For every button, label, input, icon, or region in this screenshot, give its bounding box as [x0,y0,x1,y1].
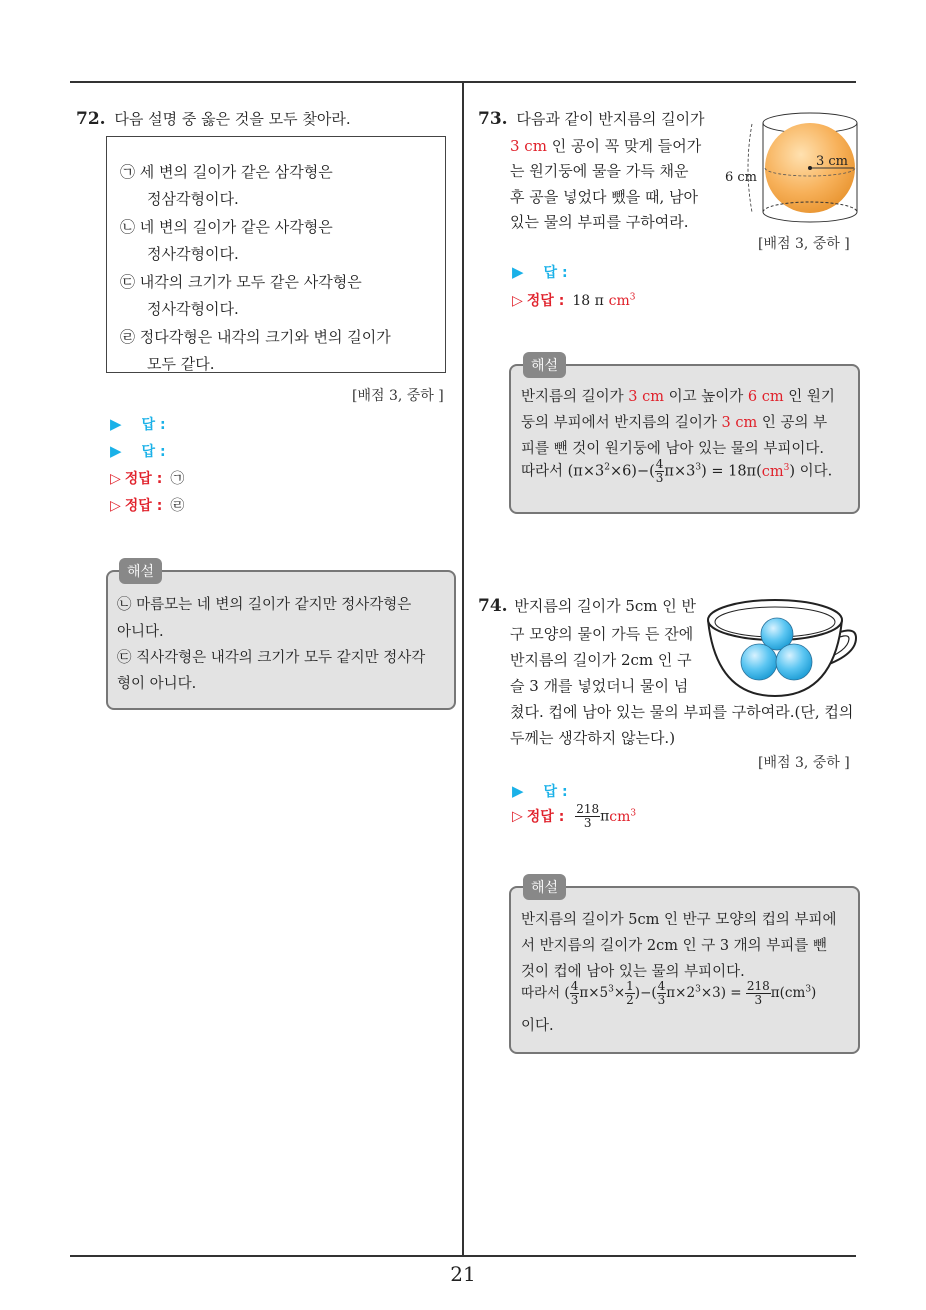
correct-answer: ▷ 정답 : 18 π $cm^3$ [512,292,636,309]
question-number: 74. [478,596,508,616]
question-text-line: 는 원기둥에 물을 가득 채운 [510,162,689,180]
question-number: 72. [76,109,106,129]
question-text-line: 두께는 생각하지 않는다.) [510,729,676,747]
question-text-line: 쳤다. 컵에 남아 있는 물의 부피를 구하여라.(단, 컵의 [510,703,854,721]
statement-2-line2: 정사각형이다. [147,245,239,263]
play-icon: ▶ [110,415,122,433]
question-74 [478,595,696,616]
answer-row-1[interactable]: ▶ 답 : [110,415,166,433]
play-icon: ▶ [110,442,122,460]
answer-row[interactable]: ▶ 답 : [512,263,568,281]
statement-3-line1: ㉢ 내각의 크기가 모두 같은 사각형은 [120,273,362,291]
solution-line: 반지름의 길이가 5cm 인 반구 모양의 컵의 부피에 [521,912,837,928]
solution-formula: 따라서 $(\pi\times 3^2\times 6)-$( $\frac{4}{3}$ $\pi\times 3^3) = 18\pi(cm^3)$ 이다. [521,457,833,485]
triangle-outline-icon: ▷ [110,471,121,487]
triangle-outline-icon: ▷ [110,498,121,514]
statement-1-line2: 정삼각형이다. [147,190,239,208]
column-divider [462,82,464,1256]
solution-line: 둥의 부피에서 반지름의 길이가 3 cm 인 공의 부 [521,415,828,431]
play-icon: ▶ [512,782,524,800]
statement-3-line2: 정사각형이다. [147,300,239,318]
statement-4-line2: 모두 같다. [147,355,215,373]
solution-line: 피를 뺀 것이 원기둥에 남아 있는 물의 부피이다. [521,441,825,457]
answer-row-2[interactable]: ▶ 답 : [110,442,166,460]
figure-radius-label: 3 cm [816,154,849,169]
score-label: [배점 3, 중하 ] [758,236,850,252]
question-text-line: 다음과 같이 반지름의 길이가 [516,110,705,128]
solution-line: 것이 컵에 남아 있는 물의 부피이다. [521,964,745,980]
solution-tag: 해설 [523,352,566,378]
score-label: [배점 3, 중하 ] [352,388,444,404]
question-text: 다음 설명 중 옳은 것을 모두 찾아라. [114,110,351,128]
solution-line: 이다. [521,1018,554,1034]
question-text-line: 구 모양의 물이 가득 든 잔에 [510,625,694,643]
question-72 [76,108,351,129]
question-73 [478,108,705,129]
play-icon: ▶ [512,263,524,281]
correct-answer-1: ▷ 정답 : ㉠ [110,471,185,487]
question-text-line: 반지름의 길이가 5cm 인 반 [514,597,697,615]
solution-formula: 따라서 ( $\frac{4}{3}$ $\pi\times 5^3\times$ $\frac{1}{2}$ )−( $\frac{4}{3}$ $\pi\times 2^3\times 3$) = $\frac{218}{3}$ $\pi(cm^3)$ [521,979,817,1007]
question-text-line: 슬 3 개를 넣었더니 물이 넘 [510,677,689,695]
question-text-line: 3 cm 인 공이 꼭 맞게 들어가 [510,137,702,155]
statement-1-line1: ㉠ 세 변의 길이가 같은 삼각형은 [120,163,333,181]
triangle-outline-icon: ▷ [512,293,523,309]
solution-line: ㉡ 마름모는 네 변의 길이가 같지만 정사각형은 [117,597,412,613]
statement-4-line1: ㉣ 정다각형은 내각의 크기와 변의 길이가 [120,328,391,346]
answer-row[interactable]: ▶ 답 : [512,782,568,800]
triangle-outline-icon: ▷ [512,808,523,825]
solution-tag: 해설 [523,874,566,900]
correct-answer: ▷ 정답 : $\frac{218}{3}$ πcm$^3$ [512,802,637,830]
statement-2-line1: ㉡ 네 변의 길이가 같은 사각형은 [120,218,333,236]
solution-line: 형이 아니다. [117,676,197,692]
figure-height-label: 6 cm [725,170,758,185]
solution-line: 서 반지름의 길이가 2cm 인 구 3 개의 부피를 뺀 [521,938,827,954]
question-text-line: 반지름의 길이가 2cm 인 구 [510,651,692,669]
solution-tag: 해설 [119,558,162,584]
score-label: [배점 3, 중하 ] [758,755,850,771]
correct-answer-2: ▷ 정답 : ㉣ [110,498,185,514]
question-text-line: 있는 물의 부피를 구하여라. [510,213,689,231]
solution-line: ㉢ 직사각형은 내각의 크기가 모두 같지만 정사각 [117,650,426,666]
solution-line: 반지름의 길이가 3 cm 이고 높이가 6 cm 인 원기 [521,389,835,405]
page-number: 21 [450,1262,476,1286]
cup-marbles-figure [706,598,862,702]
question-number: 73. [478,109,508,129]
question-text-line: 후 공을 넣었다 뺐을 때, 남아 [510,188,698,206]
solution-line: 아니다. [117,624,164,640]
